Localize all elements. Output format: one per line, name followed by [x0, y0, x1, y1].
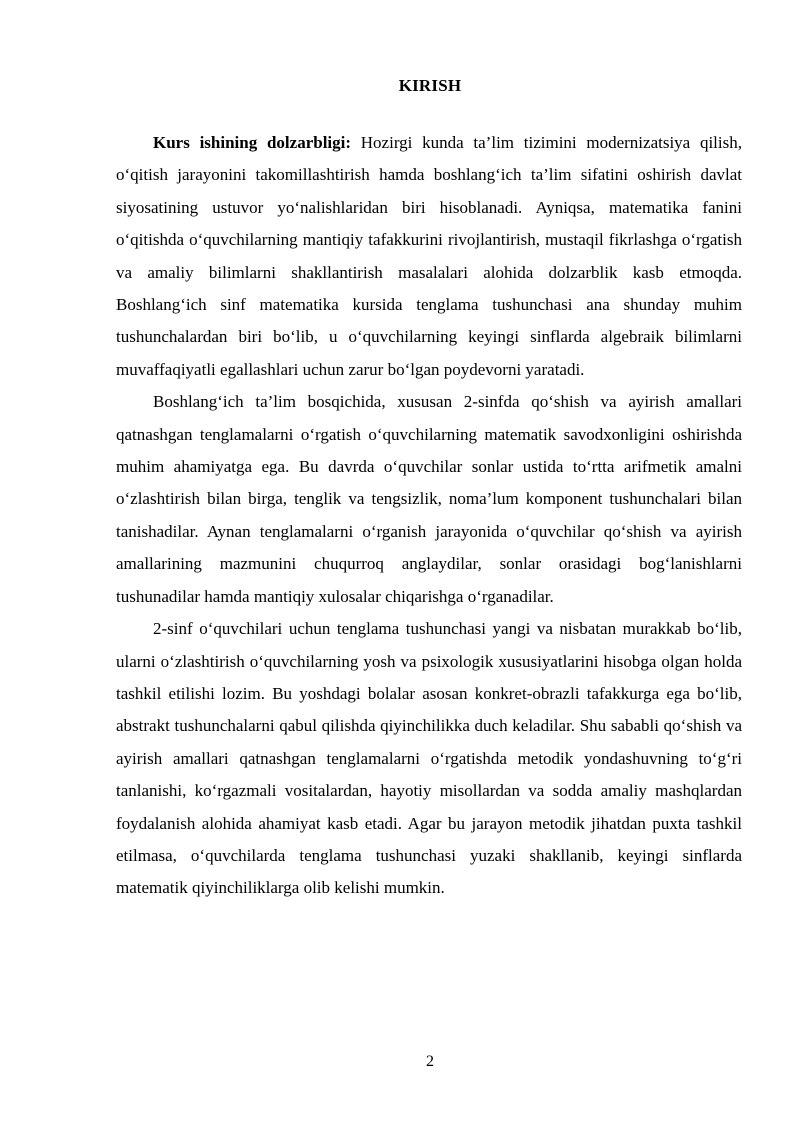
paragraph-primary-education: Boshlang‘ich ta’lim bosqichida, xususan 2-sinfda qo‘shish va ayirish amallari qatnashgan tenglamalarni o‘rgatish o‘quvchilarning matematik savodxonligini oshirishda muhim ahamiyatga ega. Bu davrda o‘quvchilar sonlar ustida to‘rtta arifmetik amalni o‘zlashtirish bilan birga, tenglik va tengsizlik, noma’lum komponent tushunchalari bilan tanishadilar. Aynan tenglamalarni o‘rganish jarayonida o‘quvchilar qo‘shish va ayirish amallarining mazmunini chuqurroq anglaydilar, sonlar orasidagi bog‘lanishlarni tushunadilar hamda mantiqiy xulosalar chiqarishga o‘rganadilar. — [116, 392, 742, 606]
paragraph-lead: Kurs ishining dolzarbligi: — [153, 133, 352, 152]
body-text — [116, 127, 742, 905]
paragraph-text: Hozirgi kunda ta’lim tizimini modernizatsiya qilish, o‘qitish jarayonini takomillashtirish hamda boshlang‘ich ta’lim sifatini oshirish davlat siyosatining ustuvor yo‘nalishlaridan biri hisoblanadi. Ayniqsa, matematika fanini o‘qitishda o‘quvchilarning mantiqiy tafakkurini rivojlantirish, mustaqil fikrlashga o‘rgatish va amaliy bilimlarni shakllantirish masalalari alohida dolzarblik kasb etmoqda. Boshlang‘ich sinf matematika kursida tenglama tushunchasi ana shunday muhim tushunchalardan biri bo‘lib, u o‘quvchilarning keyingi sinflarda algebraik bilimlarni muvaffaqiyatli egallashlari uchun zarur bo‘lgan poydevorni yaratadi. — [116, 133, 742, 379]
section-heading: KIRISH — [398, 76, 462, 95]
paragraph-second-grade: 2-sinf o‘quvchilari uchun tenglama tushunchasi yangi va nisbatan murakkab bo‘lib, ularni o‘zlashtirish o‘quvchilarning yosh va psixologik xususiyatlarini hisobga olgan holda tashkil etilishi lozim. Bu yoshdagi bolalar asosan konkret-obrazli tafakkurga ega bo‘lib, abstrakt tushunchalarni qabul qilishda qiyinchilikka duch keladilar. Shu sababli qo‘shish va ayirish amallari qatnashgan tenglamalarni o‘rgatishda metodik yondashuvning to‘g‘ri tanlanishi, ko‘rgazmali vositalardan, hayotiy misollardan va sodda amaliy mashqlardan foydalanish alohida ahamiyat kasb etadi. Agar bu jarayon metodik jihatdan puxta tashkil etilmasa, o‘quvchilarda tenglama tushunchasi yuzaki shakllanib, keyingi sinflarda matematik qiyinchiliklarga olib kelishi mumkin. — [116, 619, 742, 898]
page-number: 2 — [426, 1053, 434, 1070]
paragraph-relevance — [116, 127, 742, 386]
